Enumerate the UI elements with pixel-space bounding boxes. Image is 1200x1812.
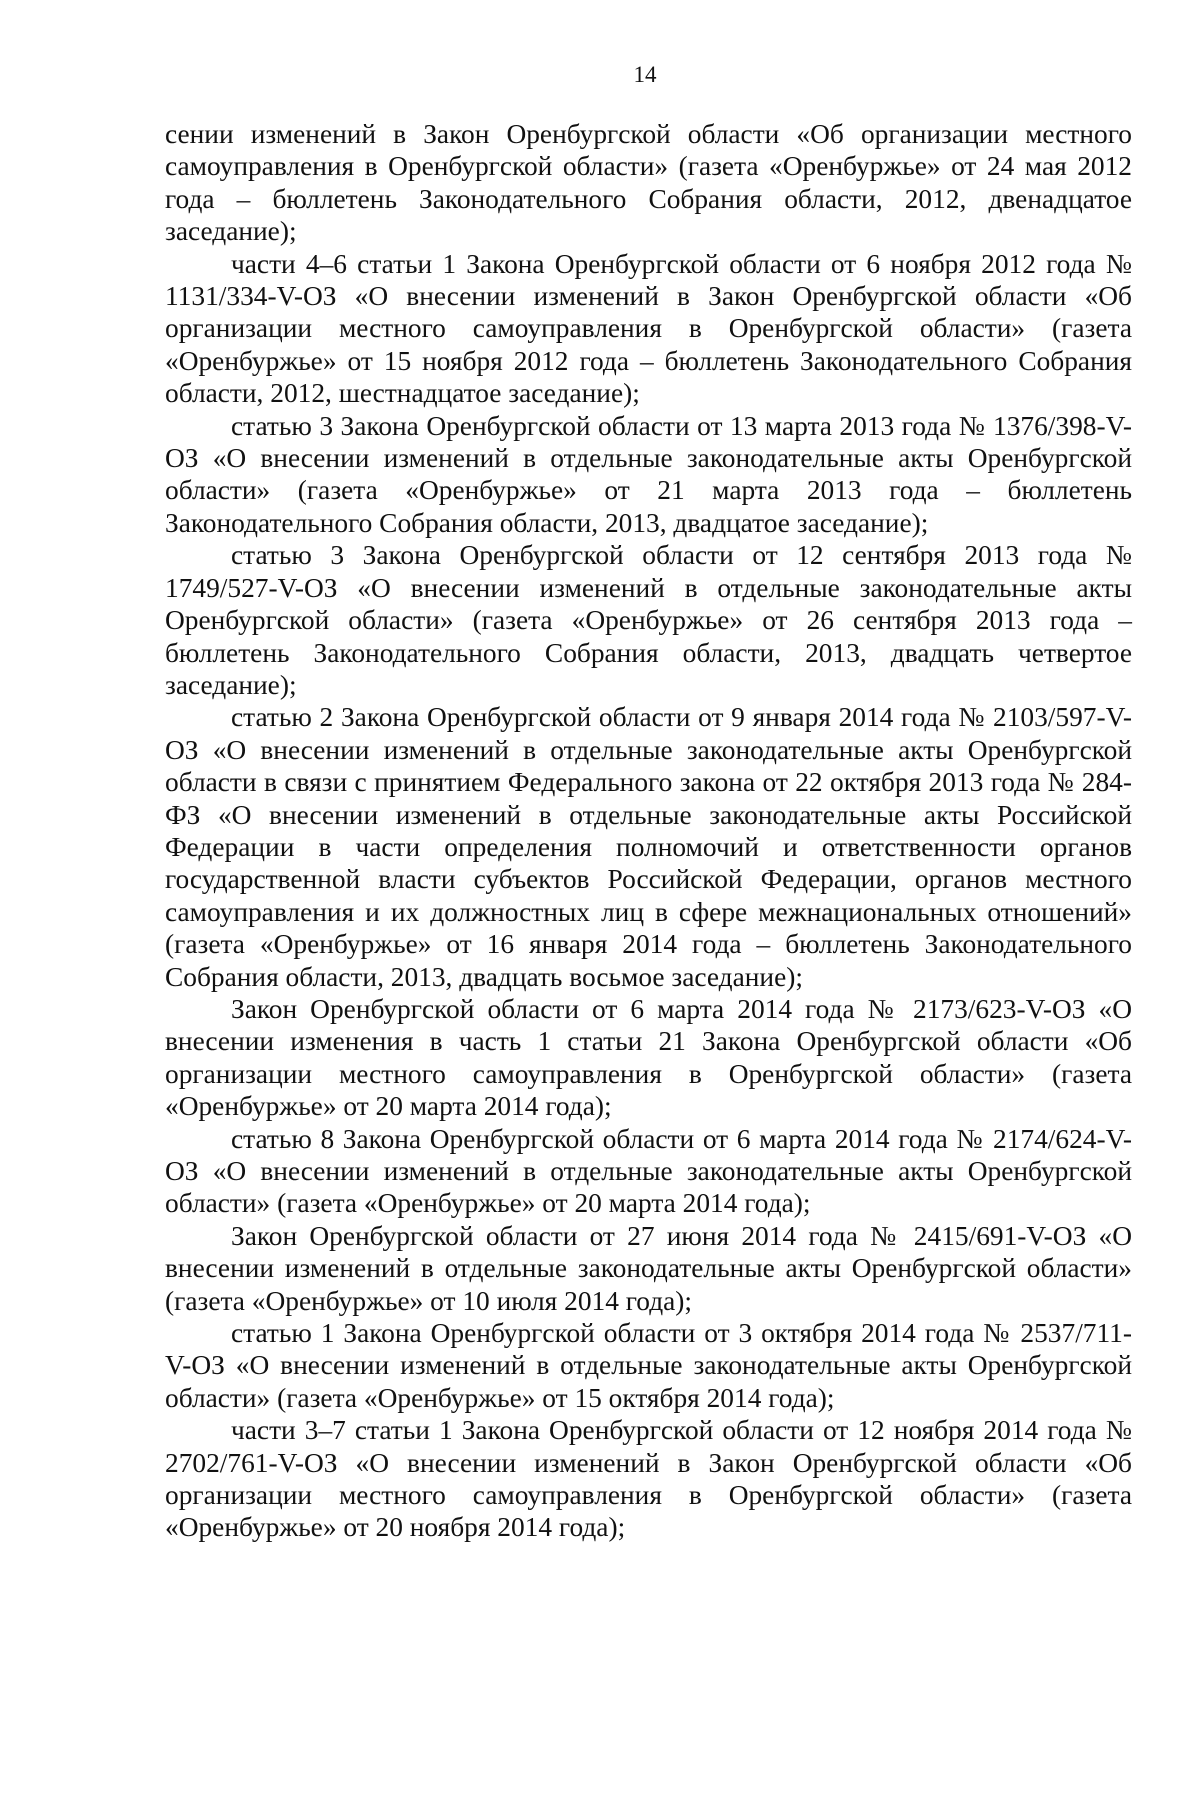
paragraph-9: статью 1 Закона Оренбургской области от 3 октября 2014 года № 2537/711-V-ОЗ «О внесении изменений в отдельные законодательные акты Оренбургской области» (газета «Оренбуржье» от 15 октября 2014 года);: [165, 1318, 1132, 1413]
paragraph-3: статью 3 Закона Оренбургской области от 13 марта 2013 года № 1376/398-V-ОЗ «О внесении изменений в отдельные законодательные акты Оренбургской области» (газета «Оренбуржье» от 21 марта 2013 года – бюллетень Законодательного Собрания области, 2013, двадцатое заседание);: [165, 410, 1132, 538]
paragraph-6: Закон Оренбургской области от 6 марта 2014 года № 2173/623-V-ОЗ «О внесении изменения в часть 1 статьи 21 Закона Оренбургской области «Об организации местного самоуправления в Оренбургской области» (газета «Оренбуржье» от 20 марта 2014 года);: [165, 993, 1132, 1122]
paragraph-5: статью 2 Закона Оренбургской области от 9 января 2014 года № 2103/597-V-ОЗ «О внесении изменений в отдельные законодательные акты Оренбургской области в связи с принятием Федерального закона от 22 октября 2013 года № 284-ФЗ «О внесении изменений в отдельные законодательные акты Российской Федерации в части определения полномочий и ответственности органов государственной власти субъектов Российской Федерации, органов местного самоуправления и их должностных лиц в сфере межнациональных отношений» (газета «Оренбуржье» от 16 января 2014 года – бюллетень Законодательного Собрания области, 2013, двадцать восьмое заседание);: [165, 702, 1132, 992]
paragraph-2: части 4–6 статьи 1 Закона Оренбургской области от 6 ноября 2012 года № 1131/334-V-ОЗ «О внесении изменений в Закон Оренбургской области «Об организации местного самоуправления в Оренбургской области» (газета «Оренбуржье» от 15 ноября 2012 года – бюллетень Законодательного Собрания области, 2012, шестнадцатое заседание);: [165, 248, 1132, 409]
paragraph-7: статью 8 Закона Оренбургской области от 6 марта 2014 года № 2174/624-V-ОЗ «О внесении изменений в отдельные законодательные акты Оренбургской области» (газета «Оренбуржье» от 20 марта 2014 года);: [165, 1123, 1132, 1219]
document-body: [165, 118, 1132, 1544]
paragraph-10: части 3–7 статьи 1 Закона Оренбургской области от 12 ноября 2014 года № 2702/761-V-ОЗ «О внесении изменений в Закон Оренбургской области «Об организации местного самоуправления в Оренбургской области» (газета «Оренбуржье» от 20 ноября 2014 года);: [165, 1415, 1132, 1543]
paragraph-4: статью 3 Закона Оренбургской области от 12 сентября 2013 года № 1749/527-V-ОЗ «О внесении изменений в отдельные законодательные акты Оренбургской области» (газета «Оренбуржье» от 26 сентября 2013 года – бюллетень Законодательного Собрания области, 2013, двадцать четвертое заседание);: [165, 540, 1132, 700]
page-number: 14: [633, 62, 657, 87]
paragraph-1: сении изменений в Закон Оренбургской области «Об организации местного самоуправления в Оренбургской области» (газета «Оренбуржье» от 24 мая 2012 года – бюллетень Законодательного Собрания области, 2012, двенадцатое заседание);: [165, 119, 1132, 247]
paragraph-8: Закон Оренбургской области от 27 июня 2014 года № 2415/691-V-ОЗ «О внесении изменений в отдельные законодательные акты Оренбургской области» (газета «Оренбуржье» от 10 июля 2014 года);: [165, 1220, 1132, 1316]
